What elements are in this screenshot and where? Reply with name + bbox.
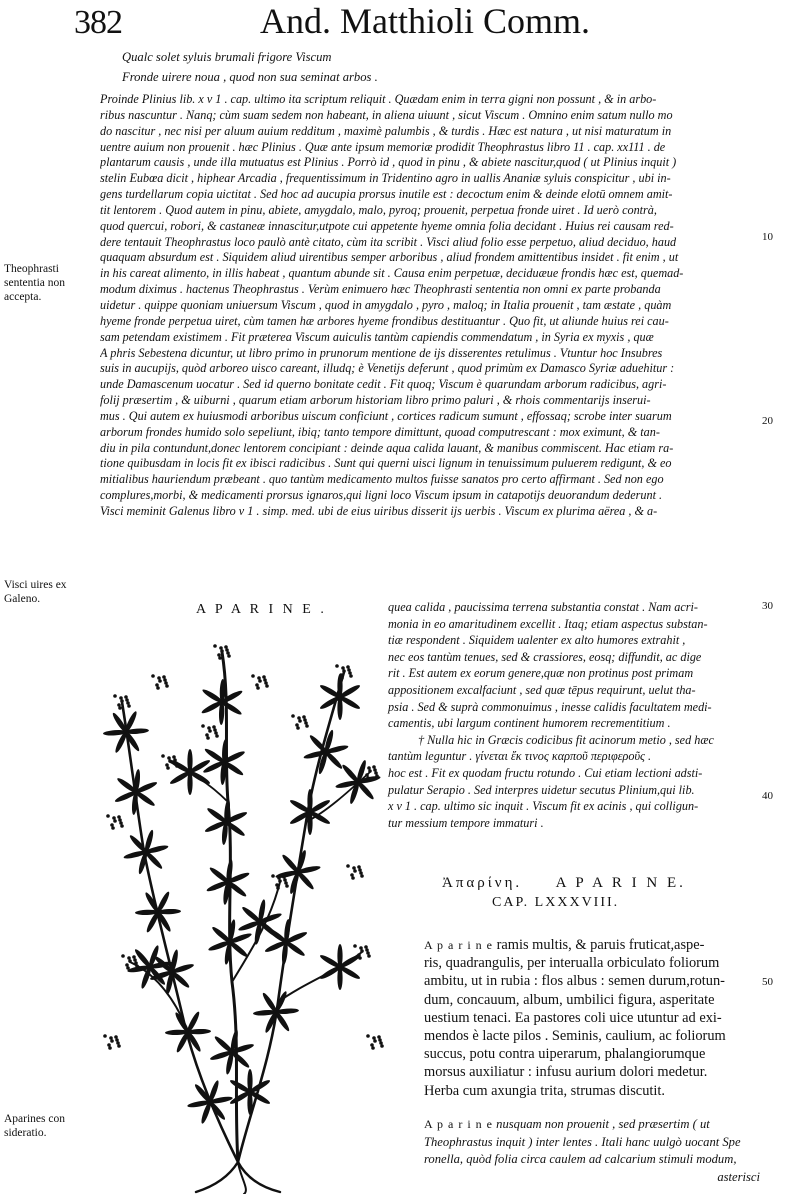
text-line: diu in pila contundunt,donec lentorem concipiant : deinde aqua calida lauant, & manibus commiscent. Hac etiam ra- <box>100 440 674 455</box>
text-line: do nascitur , nec nisi per aluum auium redditum , maximè palumbis , & turdis . Hæc est natura , ut nisi maturatum in <box>100 123 672 138</box>
text-line: x v 1 . cap. ultimo sic inquit . Viscum fit ex acinis , qui colligun- <box>388 799 699 814</box>
text-line: uentre auium non prouenit . hæc Plinius . Quæ ante ipsum memoriæ prodidit Theophrastus libro 11 . cap. xx111 . de <box>100 139 666 154</box>
dropcap-word: A p a r i n e <box>424 938 493 952</box>
text-line: tur messium tempore immaturi . <box>388 815 544 830</box>
text-line: ambitu, ut in rubia : flos albus : semen durum,rotun- <box>424 973 725 990</box>
text-line: sam petendam existimem . Fit præterea Viscum auiculis tantùm capiendis commendatum , in Syria ex myxis , quæ <box>100 329 654 344</box>
text-line: tiæ respondent . Siquidem ualenter ex alto humores extrahit , <box>388 633 686 648</box>
text-line: tit lentorem . Quod autem in pinu, abiete, amygdalo, malo, pyroq; prouenit, perpetua fronde uiret . Id uerò contrà, <box>100 202 657 217</box>
text-line: mendos è lacte pilos . Seminis, caulium, ac foliorum <box>424 1028 726 1045</box>
chapter-number: CAP. LXXXVIII. <box>492 895 620 910</box>
text-line: succus, potu contra uiperarum, phalangiorumque <box>424 1046 706 1063</box>
line-number: 50 <box>762 976 773 988</box>
aparine-woodcut-icon <box>100 622 390 1194</box>
text-line: complures,morbi, & medicamenti prorsus ignaros,qui ligni loco Viscum ipsum in catapotijs deuorandum dederunt . <box>100 488 663 503</box>
text-line: dere tentauit Theophrastus loco paulò antè citato, cùm ita scribit . Visci aliud folio esse perpetuo, aliud deciduo, haud <box>100 234 677 249</box>
text-line: morsus auxiliatur : infusu aurium dolori medetur. <box>424 1064 708 1081</box>
text-line: tantùm leguntur . γίνεται ἔκ τινος καρποῦ περιφεροῦς . <box>388 749 652 764</box>
text-line: quea calida , paucissima terrena substantia constat . Nam acri- <box>388 600 698 614</box>
right-column-text <box>388 599 760 831</box>
chapter-text <box>424 936 760 1100</box>
text-line: ribus nascuntur . Nanq; cùm suam sedem non habeant, in aliena uiuunt , sicut Viscum . Omnino enim satum nullo mo <box>100 107 673 122</box>
text-line: unde Damascenum uocatur . Sed id querno bonitate cedit . Fit quoq; Viscum è quarundam arborum radicibus, agri- <box>100 377 667 392</box>
chapter-greek-title: Ἀπαρίνη. <box>442 875 523 891</box>
text-line: Herba cum axungia trita, strumas discutit. <box>424 1082 665 1099</box>
text-line: pulatur Serapio . Sed interpres uidetur secutus Plinium,qui lib. <box>388 782 695 797</box>
text-line: hoc est . Fit ex quodam fructu rotundo . Cui etiam lectioni adsti- <box>388 765 703 780</box>
text-line: camentis, ubi largum continent humorem recrementitium . <box>388 716 671 731</box>
text-line: in his careat alimento, in illis habeat , quantum abunde sit . Causa enim perpetuæ, deciduæue frondis hæc est, quemad- <box>100 266 684 281</box>
text-line: dum, concauum, album, umbilici figura, asperitate <box>424 991 715 1008</box>
running-head: And. Matthioli Comm. <box>260 1 591 41</box>
line-number: 30 <box>762 600 773 612</box>
text-line: mitialibus hauriendum præbeant . quo tantùm medicamento multos fuisse sanatos pro certo affirmant . Sed non ego <box>100 472 664 487</box>
line-number: 10 <box>762 231 773 243</box>
margin-note-theophrasti: Theophrasti sententia non accepta. <box>4 263 65 303</box>
text-line: asterisci <box>717 1169 760 1184</box>
text-line: hyeme fronde perpetua uiret, cùm tamen hæ arbores hyeme frondibus destituantur . Quo fit, ut aliunde huius rei cau- <box>100 313 669 328</box>
text-line: uestium tenaci. Ea pastores coli uice utuntur ad exi- <box>424 1009 722 1026</box>
chapter-latin-title: A P A R I N E. <box>555 875 686 891</box>
page-number: 382 <box>74 4 122 41</box>
text-line: Theophrastus inquit ) inter lentes . Itali hanc uulgò uocant Spe <box>424 1134 741 1149</box>
dropcap-word: A p a r i n e <box>424 1117 493 1131</box>
line-number: 20 <box>762 415 773 427</box>
text-line: monia in eo amaritudinem excellit . Itaq; etiam aspectus substan- <box>388 616 708 631</box>
text-line: folij præsertim , & uiburni , quarum etiam arborum historiam libro primo paluri , & rhois commentarijs inserui- <box>100 393 651 408</box>
margin-note-aparines: Aparines con sideratio. <box>4 1113 65 1139</box>
text-line: uidetur . quippe quoniam uniuersum Viscum , quod in amygdalo , pyro , maloq; in Italia prouenit , tam æstate , quàm <box>100 297 672 312</box>
text-line: psia . Sed & suprà commonuimus , inesse calidis facultatem medi- <box>388 699 712 714</box>
main-text-block <box>100 92 758 520</box>
text-line: gens turdellarum copia uictitat . Sed hoc ad aucupia prorsus inutile est : decoctum enim & deinde elotū omnem amit- <box>100 187 673 202</box>
margin-note-visci-uires: Visci uires ex Galeno. <box>4 579 67 605</box>
text-line: A p a r i n e ramis multis, & paruis fruticat,aspe- <box>424 937 705 953</box>
text-line: Visci meminit Galenus libro v 1 . simp. med. ubi de eius uiribus disserit ijs uerbis . Viscum ex plurima aërea , & a- <box>100 503 658 518</box>
text-line: stelin Eubœa dicit , hiphear Arcadia , frequentissimum in Tridentino agro in uallis Ananiæ syluis conspicitur , ubi in- <box>100 171 671 186</box>
text-line: modum diximus . hactenus Theophrastus . Verùm enimuero hæc Theophrasti sententia non omni ex parte probanda <box>100 282 661 297</box>
text-line: quaquam absurdum est . Siquidem aliud uirentibus semper arboribus , aliud frondem amittentibus insidet . fit enim , ut <box>100 250 679 265</box>
text-line: arborum frondes humido solo sepeliunt, ibiq; tanto tempore dimittunt, quoad computrescant : mox eximunt, & tan- <box>100 424 660 439</box>
text-line: ronella, quòd folia circa caulem ad calcarium stimuli modum, <box>424 1152 737 1166</box>
text-line: rit . Est autem ex eorum genere,quæ non protinus post primam <box>388 666 694 681</box>
text-line: † Nulla hic in Græcis codicibus fit acinorum metio , sed hæc <box>418 732 714 747</box>
text-line: mus . Qui autem ex huiusmodi arboribus uiscum conficiunt , cortices radicum sumunt , effossaq; scrobe inter suarum <box>100 408 672 423</box>
text-line: appositionem excalfaciunt , sed quæ tēpus requirunt, uelut tha- <box>388 682 696 697</box>
text-line: tione quibusdam in locis fit ex ibisci radicibus . Sunt qui querni uisci lignum in tenuissimum puluerem redigunt, & eo <box>100 456 672 471</box>
verse-line-1: Qualc solet syluis brumali frigore Viscum <box>122 50 332 64</box>
commentary-text <box>424 1116 760 1186</box>
text-line: ris, quadrangulis, per interualla orbiculato foliorum <box>424 955 720 972</box>
text-line: nec eos tantùm tenues, sed & crassiores, eosq; diffundit, ac dige <box>388 649 702 664</box>
text-line: A phris Sebestena dicuntur, ut libro primo in prunorum mentione de ijs disserentes retulimus . Vtuntur hoc Insubres <box>100 345 663 360</box>
verse-line-2: Fronde uirere noua , quod non sua seminat arbos . <box>122 70 378 84</box>
figure-caption: A P A R I N E . <box>196 602 327 617</box>
text-line: quod quercui, robori, & castaneæ innascitur,utpote cui appetente hyeme omnia folia decidant . Huius rei causam red- <box>100 218 674 233</box>
chapter-heading <box>442 875 686 892</box>
text-line: plantarum causis , unde illa mutuatus est Plinius . Porrò id , quod in pinu , & abiete nascitur,quod ( ut Plinius inquit ) <box>100 155 677 170</box>
line-number: 40 <box>762 790 773 802</box>
text-line: suis in aucupijs, quòd arboreo uisco careant, illudq; è Venetijs deferunt , quod primùm ex Damasco Syriæ aduehitur : <box>100 361 675 376</box>
text-line: Proinde Plinius lib. x v 1 . cap. ultimo ita scriptum reliquit . Quædam enim in terra gigni non possunt , & in arbo- <box>100 92 657 106</box>
page-header <box>74 0 724 48</box>
text-line: A p a r i n e nusquam non prouenit , sed præsertim ( ut <box>424 1117 710 1131</box>
